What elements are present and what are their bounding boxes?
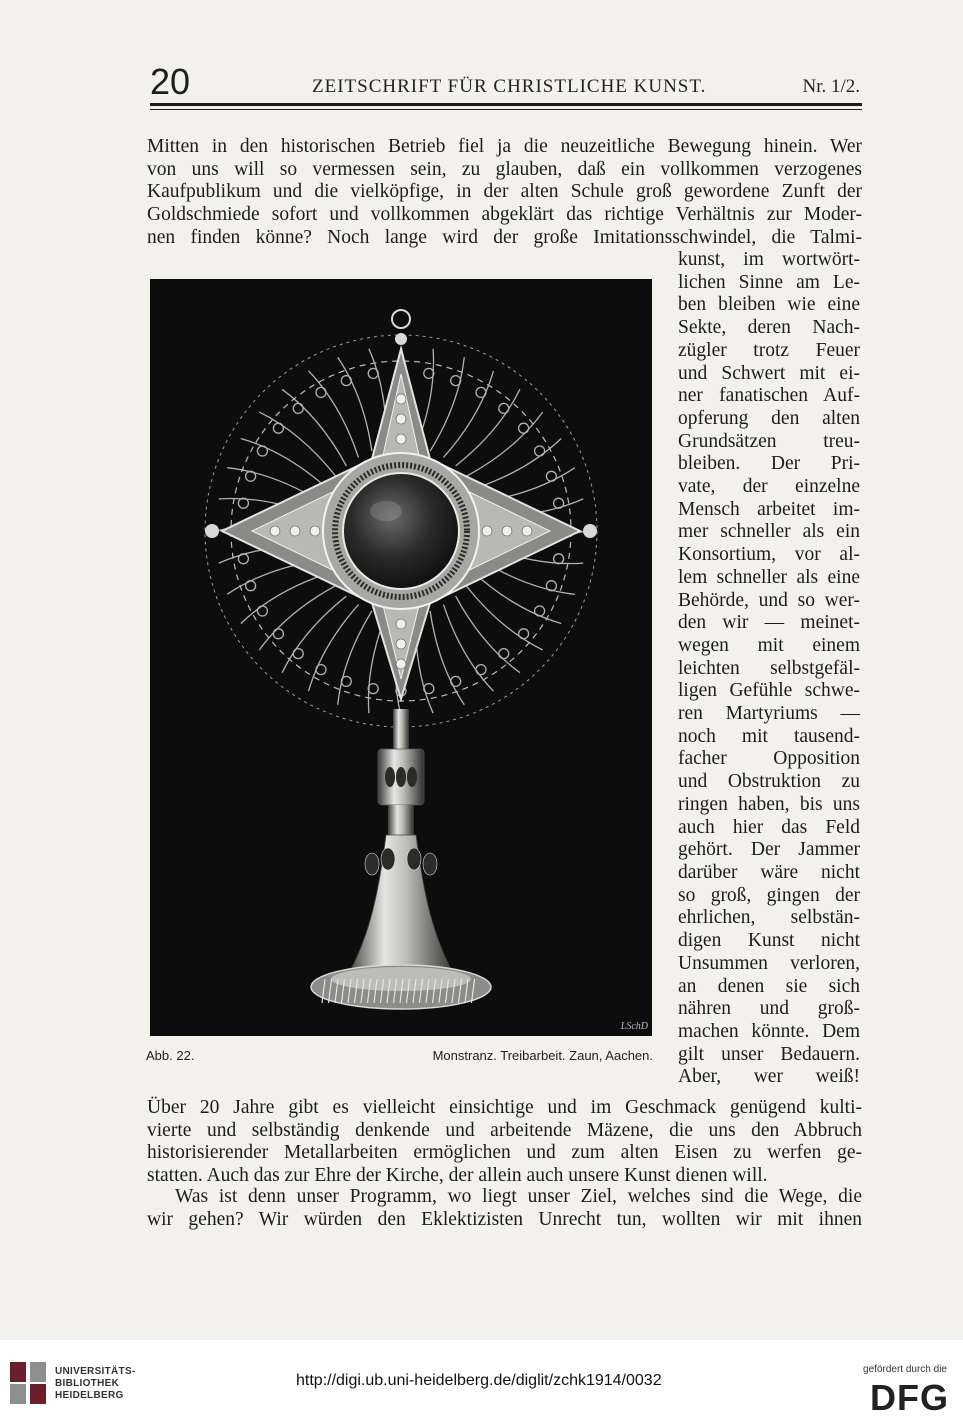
paragraph-2 bbox=[147, 1097, 862, 1188]
library-name bbox=[55, 1366, 136, 1402]
text-line: Konsortium, vor al- bbox=[678, 544, 860, 566]
text-line: vate, der einzelne bbox=[678, 476, 860, 498]
library-name-line: HEIDELBERG bbox=[55, 1390, 124, 1401]
text-line: und Schwert mit ei- bbox=[678, 362, 860, 384]
text-line: Behörde, und so wer- bbox=[678, 589, 860, 611]
text-line: ringen haben, bis uns bbox=[678, 793, 860, 815]
text-line: mer schneller als ein bbox=[678, 521, 860, 543]
text-line: Grundsätzen treu- bbox=[678, 430, 860, 452]
figure-label: Abb. 22. bbox=[146, 1048, 195, 1063]
text-line: ben bleiben wie eine bbox=[678, 294, 860, 316]
text-line: kunst, im wortwört- bbox=[678, 249, 860, 270]
text-line: noch mit tausend- bbox=[678, 725, 860, 747]
text-line: und Obstruktion zu bbox=[678, 771, 860, 793]
text-line: leichten selbstgefäl- bbox=[678, 657, 860, 679]
digitization-footer bbox=[0, 1340, 963, 1426]
artist-signature: LSchD bbox=[620, 1021, 648, 1032]
text-line: nähren und groß- bbox=[678, 998, 860, 1020]
text-line: Sekte, deren Nach- bbox=[678, 317, 860, 339]
text-line: Über 20 Jahre gibt es vielleicht einsichtige und im Geschmack genügend kulti- bbox=[147, 1097, 862, 1118]
text-line: an denen sie sich bbox=[678, 975, 860, 997]
text-line: Unsummen verloren, bbox=[678, 952, 860, 974]
text-line: lichen Sinne am Le- bbox=[678, 271, 860, 293]
text-line: bleiben. Der Pri- bbox=[678, 453, 860, 475]
journal-title: ZEITSCHRIFT FÜR CHRISTLICHE KUNST. bbox=[312, 76, 707, 97]
issue-number: Nr. 1/2. bbox=[802, 76, 860, 97]
running-header bbox=[150, 62, 860, 102]
text-line: nen finden könne? Noch lange wird der große Imitationsschwindel, die Talmi- bbox=[147, 226, 862, 248]
dfg-logo: DFG bbox=[870, 1377, 949, 1418]
paragraph-3 bbox=[147, 1186, 862, 1231]
text-line: wir gehen? Wir würden den Eklektizisten Unrecht tun, wollten wir mit ihnen bbox=[147, 1208, 862, 1230]
page-number: 20 bbox=[150, 61, 191, 102]
text-line: statten. Auch das zur Ehre der Kirche, der allein auch unsere Kunst dienen will. bbox=[147, 1165, 768, 1187]
text-line: Goldschmiede sofort und vollkommen abgeklärt das richtige Verhältnis zur Moder- bbox=[147, 204, 862, 226]
text-line: historisierender Metallarbeiten ermöglichen und zum alten Eisen zu werfen ge- bbox=[147, 1142, 862, 1164]
text-line: facher Opposition bbox=[678, 748, 860, 770]
text-line: ren Martyriums — bbox=[678, 703, 860, 725]
text-line: zügler trotz Feuer bbox=[678, 339, 860, 361]
text-line: Aber, wer weiß! bbox=[678, 1066, 860, 1088]
text-line: Was ist denn unser Programm, wo liegt unser Ziel, welches sind die Wege, die bbox=[175, 1186, 862, 1207]
text-line: vierte und selbständig denkende und arbeitende Mäzene, die uns den Abbruch bbox=[147, 1119, 862, 1141]
text-line: ehrlichen, selbstän- bbox=[678, 907, 860, 929]
text-line: Mensch arbeitet im- bbox=[678, 498, 860, 520]
text-line: darüber wäre nicht bbox=[678, 861, 860, 883]
text-line: gilt unser Bedauern. bbox=[678, 1043, 860, 1065]
funded-by-label: gefördert durch die bbox=[863, 1364, 947, 1375]
library-name-line: UNIVERSITÄTS- bbox=[55, 1366, 136, 1377]
text-line: machen könnte. Dem bbox=[678, 1020, 860, 1042]
text-line: so groß, gingen der bbox=[678, 884, 860, 906]
library-name-line: BIBLIOTHEK bbox=[55, 1378, 120, 1389]
paragraph-1 bbox=[147, 136, 862, 250]
text-line: auch hier das Feld bbox=[678, 816, 860, 838]
text-line: opferung den alten bbox=[678, 407, 860, 429]
text-line: digen Kunst nicht bbox=[678, 930, 860, 952]
header-rule-thick bbox=[150, 103, 862, 106]
figure-caption: Monstranz. Treibarbeit. Zaun, Aachen. bbox=[432, 1048, 653, 1063]
text-line: von uns will so vermessen sein, zu glauben, daß ein vollkommen verzogenes bbox=[147, 158, 862, 180]
monstrance-illustration bbox=[150, 279, 652, 1036]
side-column-text bbox=[678, 249, 860, 1089]
text-line: ligen Gefühle schwe- bbox=[678, 680, 860, 702]
text-line: Kaufpublikum und die vielköpfige, in der alten Schule groß gewordene Zunft der bbox=[147, 181, 862, 203]
text-line: wegen mit einem bbox=[678, 634, 860, 656]
text-line: Mitten in den historischen Betrieb fiel ja die neuzeitliche Bewegung hinein. Wer bbox=[147, 136, 862, 157]
university-library-logo-icon bbox=[8, 1360, 48, 1406]
text-line: den wir — meinet- bbox=[678, 612, 860, 634]
text-line: ner fanatischen Auf- bbox=[678, 385, 860, 407]
permalink-url[interactable]: http://digi.ub.uni-heidelberg.de/diglit/zchk1914/0032 bbox=[296, 1372, 662, 1389]
monstrance-photograph bbox=[150, 279, 652, 1036]
header-rule-thin bbox=[150, 109, 862, 110]
text-line: lem schneller als eine bbox=[678, 566, 860, 588]
text-line: gehört. Der Jammer bbox=[678, 839, 860, 861]
